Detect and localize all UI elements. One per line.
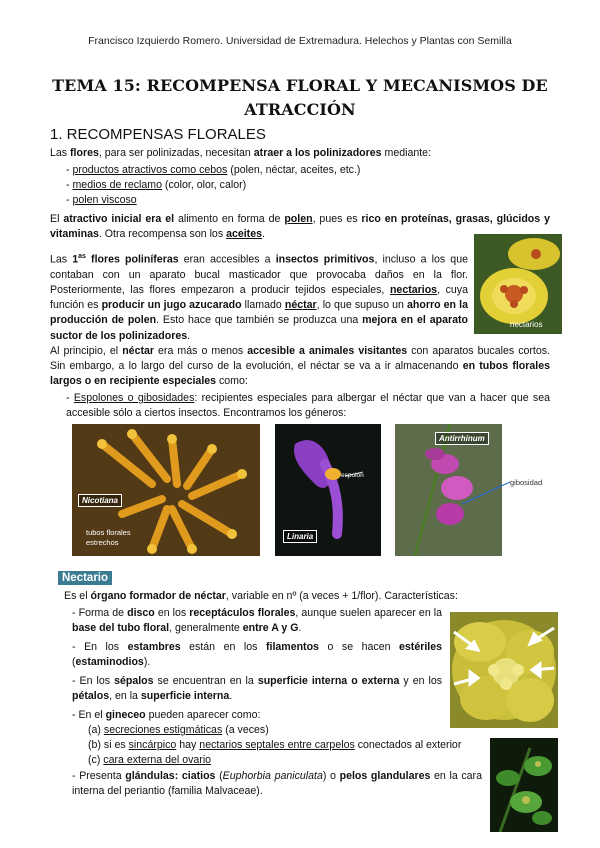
antirrhinum-label: Antirrhinum (435, 432, 489, 445)
linaria-photo (275, 424, 381, 556)
gibosidad-note: gibosidad (510, 478, 543, 487)
running-header: Francisco Izquierdo Romero. Universidad de Extremadura. Helechos y Plantas con Semilla (88, 35, 512, 47)
euphorbia-photo (490, 738, 558, 832)
yellow-flower-illustration (450, 612, 558, 728)
list-item: (a) secreciones estigmáticas (a veces) (88, 724, 269, 736)
intro-paragraph: Las flores, para ser polinizadas, necesitan atraer a los polinizadores mediante: (50, 147, 432, 159)
chapter-title-line1: TEMA 15: RECOMPENSA FLORAL Y MECANISMOS DE (52, 76, 548, 95)
linaria-label: Linaria (283, 530, 317, 543)
nectario-badge: Nectario (58, 571, 112, 585)
paragraph-pollen: El atractivo inicial era el alimento en forma de polen, pues es rico en proteínas, grasas, glúcidos y vitaminas. Otra recompensa son los aceites. (50, 213, 550, 241)
gynoecium-sublist (88, 723, 488, 768)
paragraph-evolution: Al principio, el néctar era más o menos accesible a animales visitantes con aparatos bucales cortos. Sin embargo, a lo largo del curso de la evolución, el néctar se va a ir almacenando en tubos florales largos o en recipiente especiales como: (50, 345, 551, 388)
nicotiana-label: Nicotiana (78, 494, 122, 507)
nectaries-illustration (474, 234, 562, 334)
feature-sepals: - En los sépalos se encuentran en la superficie interna o externa y en los pétalos, en la superficie interna. (72, 675, 443, 703)
linaria-note: espolón (341, 472, 364, 479)
feature-glands: - Presenta glándulas: ciatios (Euphorbia paniculata) o pelos glandulares en la cara interna del periantio (familia Malvaceae). (72, 770, 482, 798)
nectaries-photo (474, 234, 562, 334)
nicotiana-note: tubos florales estrechos (86, 528, 131, 547)
list-item: - medios de reclamo (color, olor, calor) (66, 179, 247, 191)
yellow-flower-photo (450, 612, 558, 728)
spurs-item: - Espolones o gibosidades: recipientes especiales para albergar el néctar que van a hacer que sea accesible sólo a ciertos insectos. Encontramos los géneros: (66, 392, 550, 420)
paragraph-nectaries: Las $1^{as}$ flores poliníferas eran accesibles a insectos primitivos, incluso a los que contaban con un aparato bucal masticador que provocaba daños en la flor. Posteriormente, las flores empezaron a producir tejidos especiales, nectarios, cuya función es producir un jugo azucarado llamado néctar, lo que supuso un ahorro en la producción de polen. Esto hace que también se produzca una mejora en el aparato suctor de los polinizadores. (50, 253, 468, 342)
nicotiana-photo (72, 424, 260, 556)
feature-disc: - Forma de disco en los receptáculos florales, aunque suelen aparecer en la base del tubo floral, generalmente entre A y G. (72, 607, 443, 635)
list-item: (b) si es sincárpico hay nectarios septales entre carpelos conectados al exterior (88, 739, 462, 751)
nectaries-label: nectarios (510, 320, 543, 329)
nectario-definition: Es el órgano formador de néctar, variable en nº (a veces + 1/flor). Características: (64, 590, 458, 602)
list-item: (c) cara externa del ovario (88, 754, 212, 766)
list-item: - productos atractivos como cebos (polen, néctar, aceites, etc.) (66, 164, 361, 176)
euphorbia-illustration (490, 738, 558, 832)
chapter-title-line2: ATRACCIÓN (244, 100, 356, 119)
feature-stamens: - En los estambres están en los filamentos o se hacen estériles (estaminodios). (72, 641, 443, 669)
feature-gynoecium: - En el gineceo pueden aparecer como: (72, 709, 261, 721)
rewards-list (66, 163, 466, 208)
list-item: - polen viscoso (66, 194, 137, 206)
section-heading: 1. RECOMPENSAS FLORALES (50, 126, 266, 143)
